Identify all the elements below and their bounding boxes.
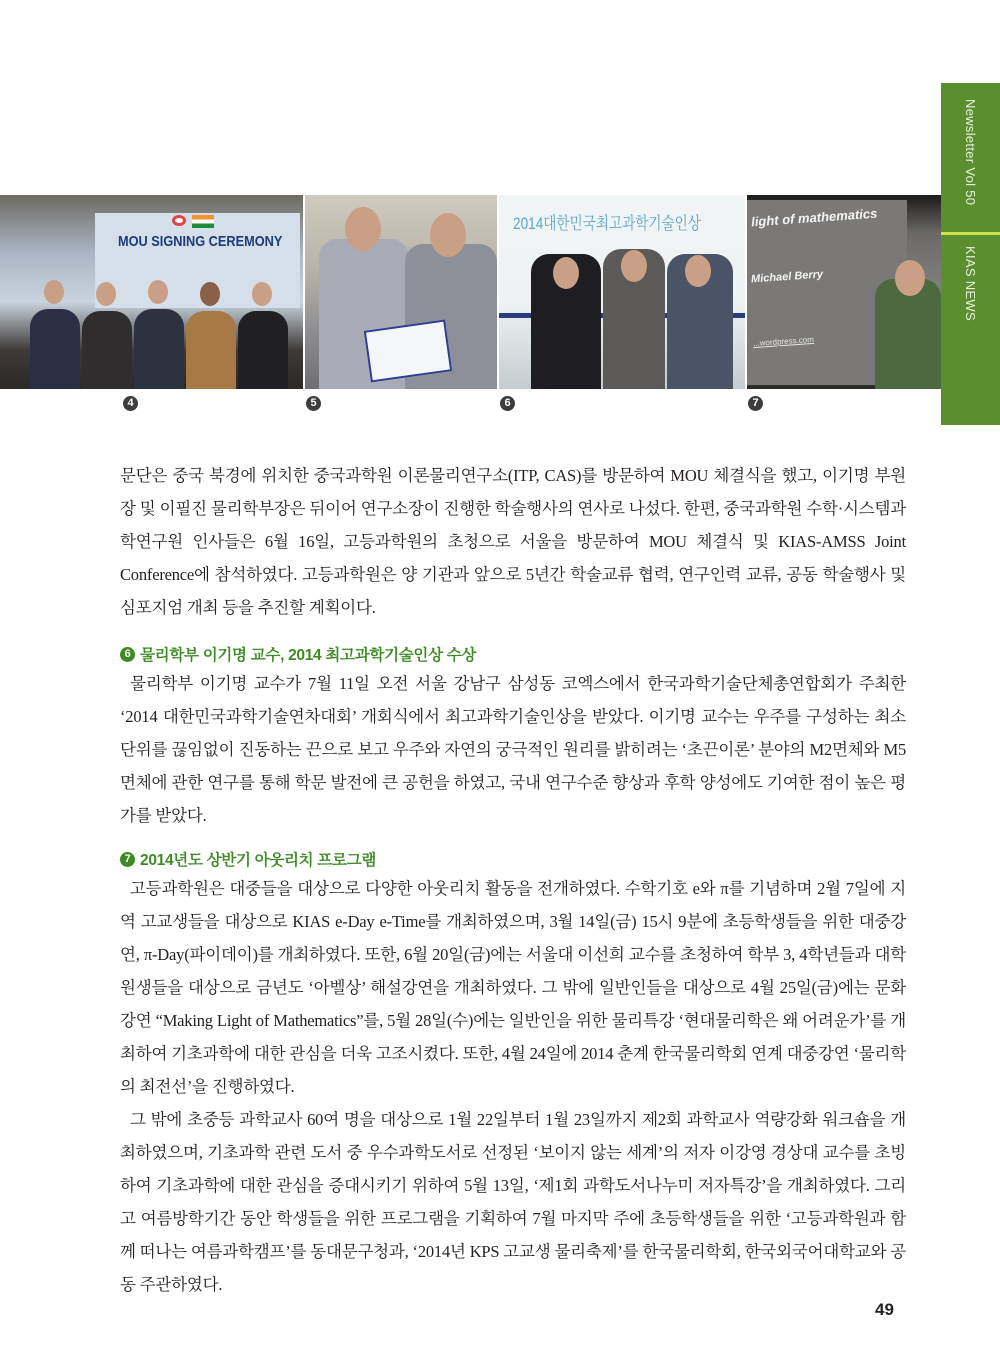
section-7-body	[120, 872, 906, 1301]
photo-strip	[0, 195, 941, 389]
photo-number-5: 5	[306, 396, 321, 411]
paragraph: 물리학부 이기명 교수가 7월 11일 오전 서울 강남구 삼성동 코엑스에서 한국과학기술단체총연합회가 주최한 ‘2014 대한민국과학기술연차대회’ 개회식에서 최고과학기술인상을 받았다. 이기명 교수는 우주를 구성하는 최소 단위를 끊임없이 진동하는 끈으로 보고 우주와 자연의 궁극적인 원리를 밝히려는 ‘초끈이론’ 분야의 M2면체와 M5면체에 관한 연구를 통해 학문 발전에 큰 공헌을 하였고, 국내 연구수준 향상과 후학 양성에도 기여한 점이 높은 평가를 받았다.	[120, 674, 906, 825]
section-number-badge: 6	[120, 647, 135, 662]
india-flag-icon	[192, 215, 214, 228]
section-title: 물리학부 이기명 교수, 2014 최고과학기술인상 수상	[140, 647, 477, 664]
photo-mou-handshake	[305, 195, 497, 389]
award-banner-title: 2014대한민국최고과학기술인상	[513, 214, 701, 233]
section-6-body	[120, 667, 906, 832]
section-heading-6	[120, 643, 476, 665]
photo-science-award	[499, 195, 745, 389]
photo-number-7: 7	[748, 396, 763, 411]
paragraph: 고등과학원은 대중들을 대상으로 다양한 아웃리치 활동을 전개하였다. 수학기호 e와 π를 기념하며 2월 7일에 지역 고교생들을 대상으로 KIAS e-Day e-Time를 개최하였으며, 3월 14일(금) 15시 9분에 초등학생들을 위한 대중강연, π-Day(파이데이)를 개최하였다. 또한, 6월 20일(금)에는 서울대 이선희 교수를 초청하여 학부 3, 4학년들과 대학원생들을 대상으로 금년도 ‘아벨상’ 해설강연을 개최하였다. 그 밖에 일반인들을 대상으로 4월 25일(금)에는 문화강연 “Making Light of Mathematics”를, 5월 28일(수)에는 일반인을 위한 물리특강 ‘현대물리학은 왜 어려운가’를 개최하여 기초과학에 대한 관심을 더욱 고조시켰다. 또한, 4월 24일에 2014 춘계 한국물리학회 연계 대중강연 ‘물리학의 최전선’을 진행하였다.	[120, 879, 906, 1096]
photo-number-4: 4	[123, 396, 138, 411]
photo-math-lecture	[747, 195, 941, 389]
slide-speaker: Michael Berry	[750, 268, 824, 286]
intro-paragraph: 문단은 중국 북경에 위치한 중국과학원 이론물리연구소(ITP, CAS)를 방문하여 MOU 체결식을 했고, 이기명 부원장 및 이필진 물리학부장은 뒤이어 연구소장이 진행한 학술행사의 연사로 나섰다. 한편, 중국과학원 수학·시스템과학연구원 인사들은 6월 16일, 고등과학원의 초청으로 서울을 방문하여 MOU 체결식 및 KIAS-AMSS Joint Conference에 참석하였다. 고등과학원은 양 기관과 앞으로 5년간 학술교류 협력, 연구인력 교류, 공동 학술행사 및 심포지엄 개최 등을 추진할 계획이다.	[120, 466, 906, 617]
photo-mou-signing-ceremony	[0, 195, 303, 389]
section-label: KIAS NEWS	[963, 246, 978, 321]
section-heading-7	[120, 848, 376, 870]
intro-paragraph-block	[120, 459, 906, 624]
section-side-tab	[941, 83, 1000, 425]
slide-url: ...wordpress.com	[752, 334, 815, 349]
slide-title: light of mathematics	[750, 205, 878, 230]
korea-flag-icon	[172, 215, 186, 226]
page-number: 49	[875, 1300, 894, 1319]
section-number-badge: 7	[120, 852, 135, 867]
paragraph: 그 밖에 초중등 과학교사 60여 명을 대상으로 1월 22일부터 1월 23일까지 제2회 과학교사 역량강화 워크숍을 개최하였으며, 기초과학 관련 도서 중 우수과학도서로 선정된 ‘보이지 않는 세계’의 저자 이강영 경상대 교수를 초빙하여 기초과학에 대한 관심을 증대시키기 위하여 5월 13일, ‘제1회 과학도서나누미 저자특강’을 개최하였다. 그리고 여름방학기간 동안 학생들을 위한 프로그램을 기획하여 7월 마지막 주에 초등학생들을 위한 ‘고등과학원과 함께 떠나는 여름과학캠프’를 동대문구청과, ‘2014년 KPS 고교생 물리축제’를 한국물리학회, 한국외국어대학교와 공동 주관하였다.	[120, 1110, 906, 1294]
seated-people	[30, 280, 290, 389]
newsletter-volume-label: Newsletter Vol 50	[963, 99, 978, 206]
photo-number-6: 6	[500, 396, 515, 411]
section-title: 2014년도 상반기 아웃리치 프로그램	[140, 852, 377, 869]
banner-title: MOU SIGNING CEREMONY	[118, 233, 283, 250]
tab-divider	[941, 232, 1000, 235]
